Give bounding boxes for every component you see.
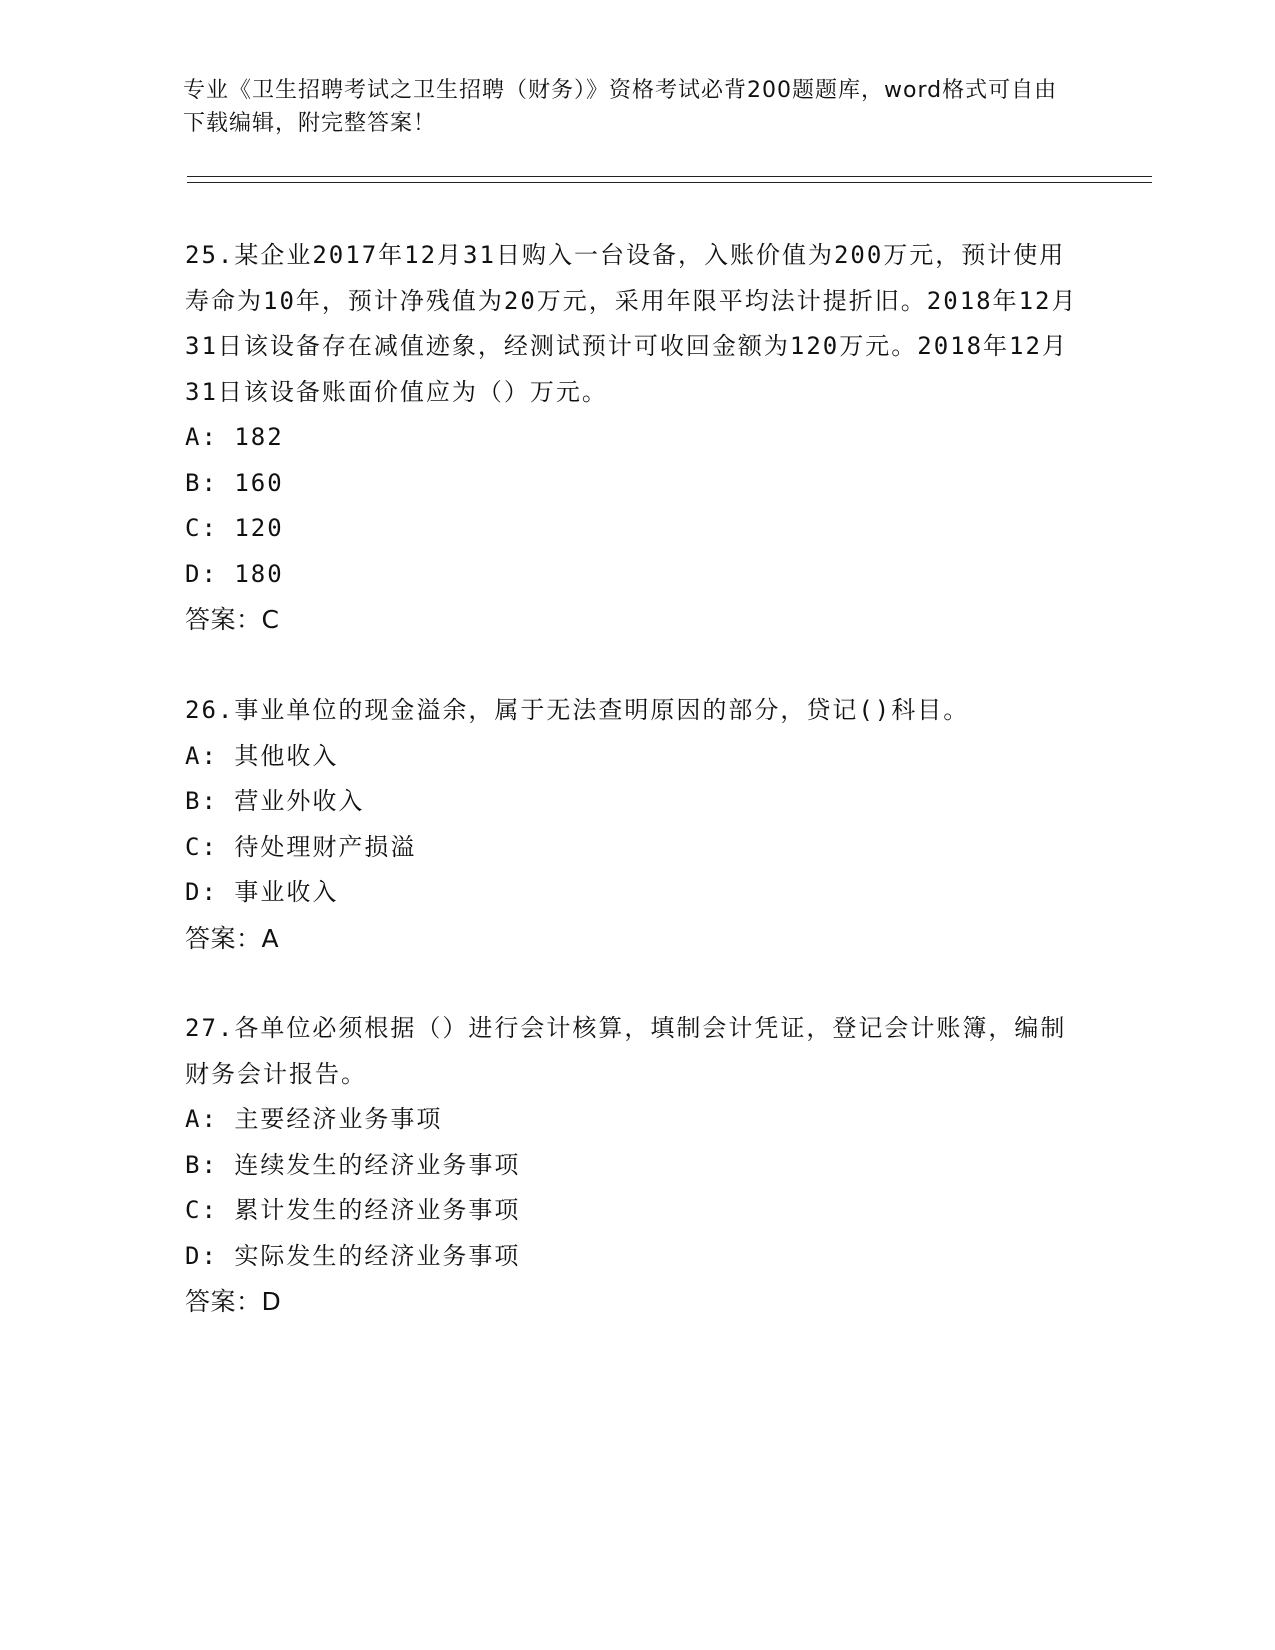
option-a: A: 182: [185, 423, 284, 451]
option-b: B: 连续发生的经济业务事项: [185, 1150, 521, 1179]
answer-line: 答案：D: [185, 1287, 282, 1316]
option-c: C: 120: [185, 514, 284, 542]
option-b: B: 160: [185, 468, 284, 497]
option-c: C: 累计发生的经济业务事项: [185, 1196, 521, 1224]
option-a: A: 其他收入: [185, 741, 339, 770]
question-stem: 25.某企业2017年12月31日购入一台设备，入账价值为200万元，预计使用寿命为10年，预计净残值为20万元，采用年限平均法计提折旧。2018年12月31日该设备存在减值迹象，经测试预计可收回金额为120万元。2018年12月31日该设备账面价值应为（）万元。: [185, 241, 1078, 406]
answer-line: 答案：A: [185, 923, 280, 953]
option-c: C: 待处理财产损溢: [185, 832, 417, 861]
option-d: D: 180: [185, 559, 284, 588]
question-27: [185, 1006, 1085, 1325]
option-d: D: 事业收入: [185, 878, 339, 906]
document-header: 专业《卫生招聘考试之卫生招聘（财务）》资格考试必背200题题库，word格式可自由下载编辑，附完整答案！: [183, 78, 1058, 136]
answer-line: 答案：C: [185, 605, 280, 634]
header-double-rule: [187, 176, 1152, 183]
question-stem: 26.事业单位的现金溢余，属于无法查明原因的部分，贷记()科目。: [185, 696, 970, 724]
option-d: D: 实际发生的经济业务事项: [185, 1241, 521, 1270]
question-25: [185, 233, 1085, 643]
question-26: [185, 688, 1085, 961]
option-b: B: 营业外收入: [185, 787, 365, 815]
option-a: A: 主要经济业务事项: [185, 1105, 443, 1133]
question-stem: 27.各单位必须根据（）进行会计核算，填制会计凭证，登记会计账簿，编制财务会计报告。: [185, 1014, 1067, 1088]
